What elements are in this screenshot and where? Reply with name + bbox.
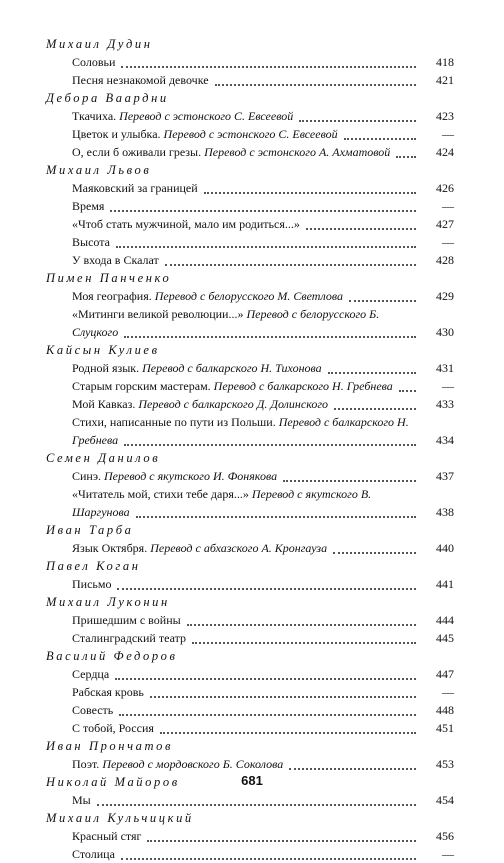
author-name: Михаил Дудин [46,37,153,51]
entry-text [72,233,454,251]
toc-entry [72,791,454,809]
entry-page-number: — [418,377,454,395]
poem-title: Столица [72,847,115,861]
translation-credit: Перевод с белорусского Б. Слуцкого [72,307,380,339]
dot-leader [333,551,416,554]
entry-page-number: 448 [418,701,454,719]
poem-title: «Митинги великой революции...» [72,307,244,321]
poem-title: Мой Кавказ. [72,397,136,411]
entry-page-number: 440 [418,539,454,557]
entry-page-number: 429 [418,287,454,305]
entry-page-number: 423 [418,107,454,125]
toc-entry [72,665,454,683]
translation-credit: Перевод с якутского И. Фонякова [104,469,278,483]
entry-page-number: — [418,233,454,251]
poem-title: У входа в Скалат [72,253,159,267]
translation-credit: Перевод с мордовского Б. Соколова [102,757,284,771]
poem-title: Моя география. [72,289,152,303]
author-name: Дебора Ваардни [46,91,169,105]
dot-leader [396,155,416,158]
poem-title: Письмо [72,577,112,591]
toc-entry [72,845,454,863]
entry-text [72,395,454,413]
entry-text [72,179,454,197]
dot-leader [187,623,416,626]
entry-page-number: 447 [418,665,454,683]
author-name: Михаил Кульчицкий [46,811,194,825]
author-name: Павел Коган [46,559,141,573]
toc-entry [72,359,454,377]
poem-title: Родной язык. [72,361,140,375]
toc-entry [72,305,454,341]
entry-text [72,359,454,377]
toc-entry [72,215,454,233]
author-name: Михаил Луконин [46,595,170,609]
dot-leader [115,677,416,680]
entry-page-number: 453 [418,755,454,773]
poem-title: С тобой, Россия [72,721,154,735]
entry-page-number: 434 [418,431,454,449]
entry-text [72,683,454,701]
poem-title: Красный стяг [72,829,142,843]
translation-credit: Перевод с балкарского Н. Гребнева [213,379,393,393]
dot-leader [334,407,416,410]
poem-title: О, если б оживали грезы. [72,145,202,159]
toc-entry [72,755,454,773]
entry-text [72,629,454,647]
dot-leader [117,587,416,590]
poem-title: Совесть [72,703,114,717]
entry-text [72,575,454,593]
translation-credit: Перевод с эстонского С. Евсеевой [119,109,294,123]
author-name: Иван Прончатов [46,739,173,753]
entry-text [72,791,454,809]
dot-leader [124,443,416,446]
author-name: Василий Федоров [46,649,178,663]
poem-title: Ткачиха. [72,109,117,123]
dot-leader [147,839,416,842]
entry-text [72,251,454,269]
entry-page-number: 431 [418,359,454,377]
entry-page-number: — [418,683,454,701]
poem-title: Старым горским мастерам. [72,379,211,393]
toc-entry [72,539,454,557]
page-number: 681 [241,773,263,788]
dot-leader [204,191,416,194]
entry-page-number: 427 [418,215,454,233]
translation-credit: Перевод с балкарского Н. Тихонова [142,361,322,375]
entry-text [72,827,454,845]
poem-title: Рабская кровь [72,685,144,699]
entry-page-number: 426 [418,179,454,197]
entry-page-number: — [418,845,454,863]
entry-text [72,611,454,629]
author-name: Иван Тарба [46,523,134,537]
dot-leader [299,119,416,122]
entry-text [72,215,454,233]
entry-text [72,377,454,395]
toc-entry [72,287,454,305]
entry-text [72,53,454,71]
author-name: Кайсын Кулиев [46,343,160,357]
dot-leader [283,479,416,482]
toc-entry [72,107,454,125]
entry-text [72,845,454,863]
entry-page-number: 438 [418,503,454,521]
dot-leader [97,803,416,806]
dot-leader [150,695,416,698]
toc-entry [72,143,454,161]
translation-credit: Перевод с белорусского М. Светлова [154,289,343,303]
entry-text [72,755,454,773]
poem-title: Маяковский за границей [72,181,198,195]
entry-page-number: 444 [418,611,454,629]
poem-title: Поэт. [72,757,100,771]
entry-page-number: 418 [418,53,454,71]
author-name: Семен Данилов [46,451,161,465]
poem-title: Стихи, написанные по пути из Польши. [72,415,276,429]
author-name: Николай Майоров [46,775,180,789]
entry-text [72,197,454,215]
dot-leader [289,767,416,770]
entry-page-number: 437 [418,467,454,485]
poem-title: Мы [72,793,91,807]
toc-entry [72,233,454,251]
poem-title: Сердца [72,667,110,681]
toc-entry [72,53,454,71]
entry-page-number: 445 [418,629,454,647]
poem-title: «Читатель мой, стихи тебе даря...» [72,487,249,501]
translation-credit: Перевод с абхазского А. Кронгауза [150,541,328,555]
poem-title: Синэ. [72,469,101,483]
entry-page-number: 454 [418,791,454,809]
dot-leader [121,857,416,860]
dot-leader [110,209,416,212]
poem-title: Сталинградский театр [72,631,186,645]
entry-text [72,665,454,683]
toc-entry [72,575,454,593]
entry-text [72,539,454,557]
entry-page-number: 433 [418,395,454,413]
entry-text [72,719,454,737]
entry-text [72,107,454,125]
toc-entry [72,71,454,89]
entry-page-number: 456 [418,827,454,845]
toc-entry [72,467,454,485]
entry-page-number: 441 [418,575,454,593]
poem-title: Песня незнакомой девочке [72,73,209,87]
entry-page-number: 424 [418,143,454,161]
poem-title: «Чтоб стать мужчиной, мало им родиться...» [72,217,300,231]
translation-credit: Перевод с эстонского С. Евсеевой [163,127,338,141]
toc-entry [72,827,454,845]
entry-text [72,125,454,143]
dot-leader [124,335,416,338]
dot-leader [399,389,416,392]
translation-credit: Перевод с якутского В. Шаргунова [72,487,372,519]
author-name: Пимен Панченко [46,271,172,285]
translation-credit: Перевод с балкарского Н. Гребнева [72,415,409,447]
table-of-contents [46,35,454,863]
entry-text [72,467,454,485]
entry-text [72,701,454,719]
toc-entry [72,197,454,215]
toc-entry [72,683,454,701]
toc-entry [72,179,454,197]
dot-leader [121,65,416,68]
toc-entry [72,611,454,629]
toc-entry [72,125,454,143]
entry-page-number: — [418,197,454,215]
dot-leader [116,245,416,248]
toc-entry [72,485,454,521]
dot-leader [192,641,416,644]
toc-entry [72,701,454,719]
dot-leader [165,263,416,266]
translation-credit: Перевод с балкарского Д. Долинского [138,397,329,411]
dot-leader [160,731,416,734]
toc-entry [72,377,454,395]
entry-page-number: — [418,125,454,143]
poem-title: Высота [72,235,110,249]
entry-text [72,71,454,89]
toc-entry [72,629,454,647]
toc-entry [72,395,454,413]
toc-entry [72,251,454,269]
entry-page-number: 428 [418,251,454,269]
poem-title: Цветок и улыбка. [72,127,161,141]
dot-leader [306,227,416,230]
entry-page-number: 430 [418,323,454,341]
dot-leader [349,299,416,302]
dot-leader [119,713,416,716]
poem-title: Соловьи [72,55,116,69]
poem-title: Время [72,199,105,213]
dot-leader [136,515,416,518]
poem-title: Пришедшим с войны [72,613,181,627]
toc-entry [72,413,454,449]
translation-credit: Перевод с эстонского А. Ахматовой [204,145,391,159]
dot-leader [215,83,416,86]
dot-leader [344,137,416,140]
toc-entry [72,719,454,737]
author-name: Михаил Львов [46,163,152,177]
entry-page-number: 421 [418,71,454,89]
entry-page-number: 451 [418,719,454,737]
entry-text [72,287,454,305]
dot-leader [328,371,416,374]
entry-text [72,143,454,161]
poem-title: Язык Октября. [72,541,148,555]
